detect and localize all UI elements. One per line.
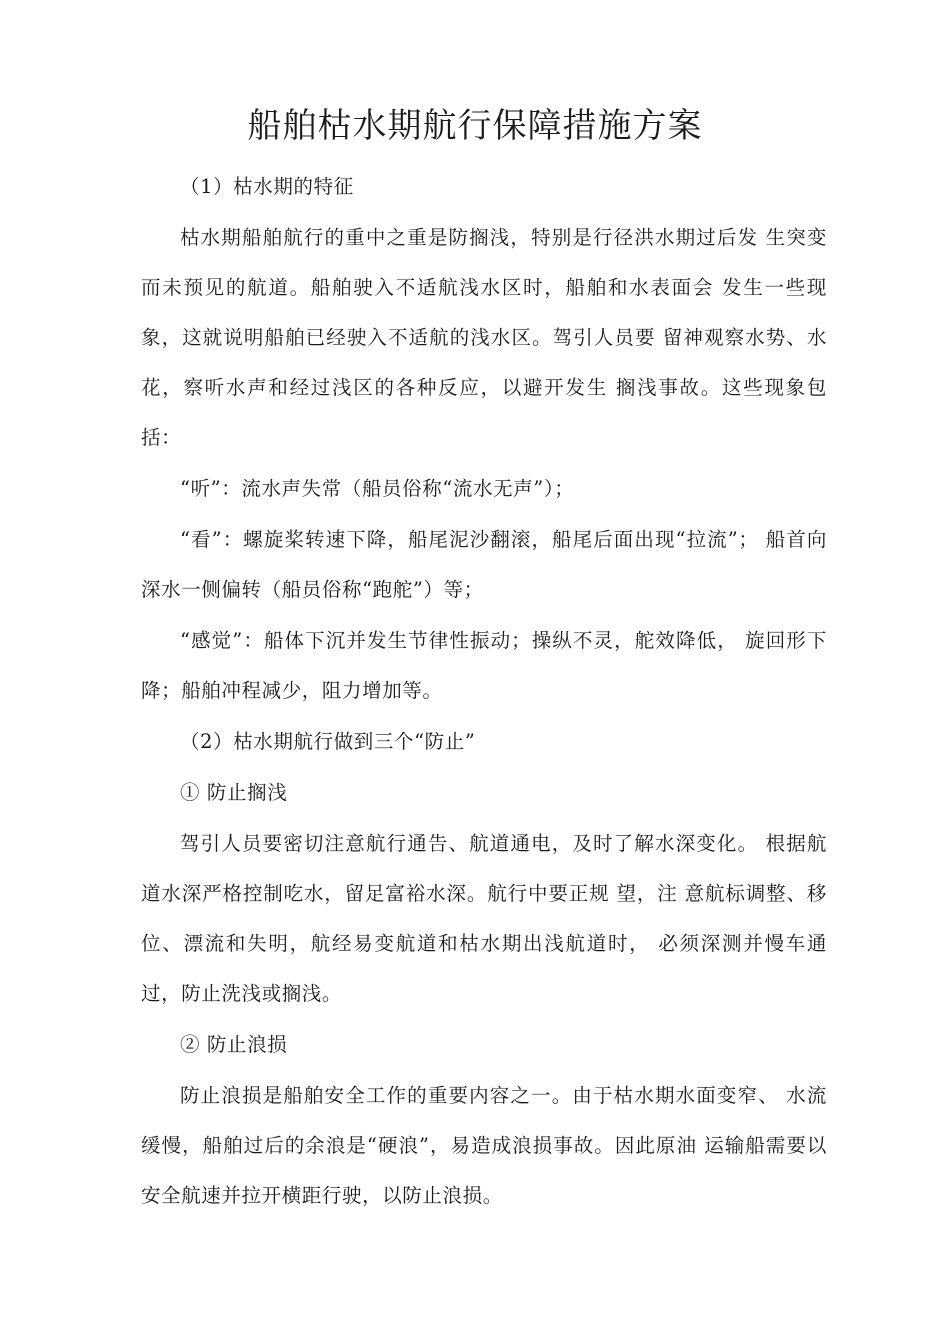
paragraph-listen: “听”：流水声失常（船员俗称“流水无声”）； <box>180 477 575 500</box>
section-heading-characteristics: （1）枯水期的特征 <box>180 175 354 198</box>
paragraph-prevent-wave-damage: 防止浪损是船舶安全工作的重要内容之一。由于枯水期水面变窄、 水流缓慢，船舶过后的余浪是“硬浪”，易造成浪损事故。因此原油 运输船需要以安全航速并拉开横距行驶，以防止浪损。 <box>141 1084 827 1207</box>
paragraph-look: “看”：螺旋桨转速下降，船尾泥沙翻滚，船尾后面出现“拉流”； 船首向深水一侧偏转（船员俗称“跑舵”）等； <box>141 528 827 601</box>
document-title: 船舶枯水期航行保障措施方案 <box>247 106 703 146</box>
subheading-prevent-grounding: ① 防止搁浅 <box>180 781 288 804</box>
document-body <box>141 162 827 1221</box>
paragraph-feel: “感觉”：船体下沉并发生节律性振动；操纵不灵，舵效降低， 旋回形下降；船舶冲程减少，阻力增加等。 <box>141 629 827 702</box>
subheading-prevent-wave-damage: ② 防止浪损 <box>180 1033 288 1056</box>
section-heading-three-preventions: （2）枯水期航行做到三个“防止” <box>180 730 476 753</box>
paragraph-characteristics: 枯水期船舶航行的重中之重是防搁浅，特别是行径洪水期过后发 生突变而未预见的航道。船舶驶入不适航浅水区时，船舶和水表面会 发生一些现象，这就说明船舶已经驶入不适航的浅水区。驾引人员要 留神观察水势、水花，察听水声和经过浅区的各种反应，以避开发生 搁浅事故。这些现象包括： <box>141 226 827 449</box>
paragraph-prevent-grounding: 驾引人员要密切注意航行通告、航道通电，及时了解水深变化。 根据航道水深严格控制吃水，留足富裕水深。航行中要正规 望，注 意航标调整、移位、漂流和失明，航经易变航道和枯水期出浅航道时， 必须深测并慢车通过，防止洗浅或搁浅。 <box>141 832 827 1005</box>
